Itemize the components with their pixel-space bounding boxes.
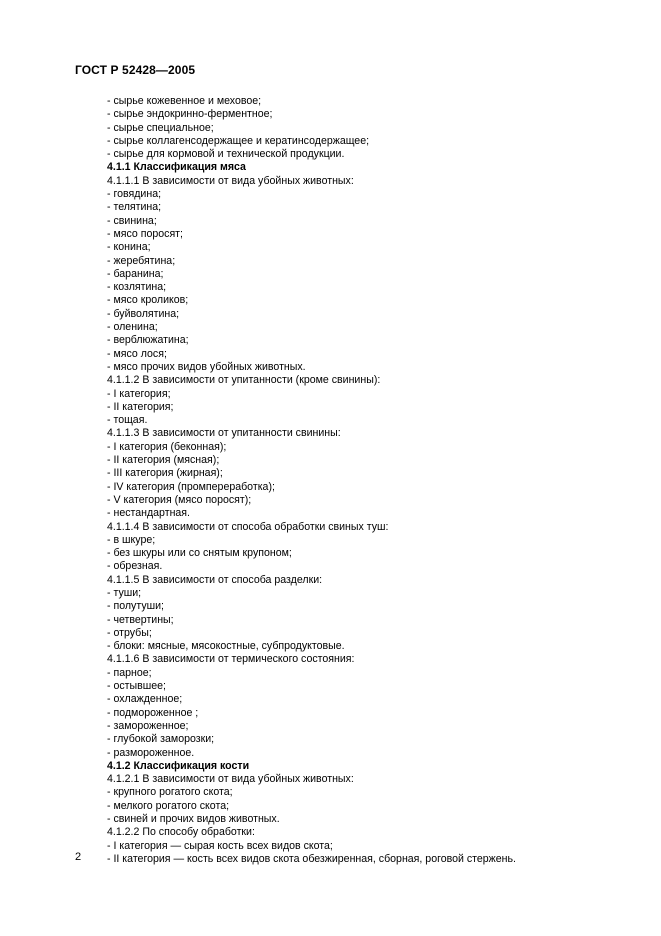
text-line: - в шкуре; bbox=[107, 533, 156, 546]
text-line: - охлажденное; bbox=[107, 693, 183, 706]
text-line: - блоки: мясные, мясокостные, субпродуктовые. bbox=[107, 640, 345, 653]
text-line: - туши; bbox=[107, 586, 142, 599]
text-line: - I категория; bbox=[107, 387, 171, 400]
text-line: 4.1.1.4 В зависимости от способа обработки свиных туш: bbox=[107, 520, 389, 533]
text-line: - обрезная. bbox=[107, 560, 163, 573]
text-line: - сырье эндокринно-ферментное; bbox=[107, 108, 273, 121]
text-line: - конина; bbox=[107, 241, 151, 254]
text-line: - II категория — кость всех видов скота обезжиренная, сборная, роговой стержень. bbox=[107, 852, 516, 865]
text-line: 4.1.2.2 По способу обработки: bbox=[107, 826, 255, 839]
text-line: - сырье для кормовой и технической продукции. bbox=[107, 148, 345, 161]
text-line: 4.1.1.6 В зависимости от термического состояния: bbox=[107, 653, 355, 666]
text-line: - свинина; bbox=[107, 214, 157, 227]
text-line: - без шкуры или со снятым крупоном; bbox=[107, 547, 292, 560]
text-line: 4.1.1.1 В зависимости от вида убойных животных: bbox=[107, 174, 354, 187]
text-line: - свиней и прочих видов животных. bbox=[107, 813, 280, 826]
text-line: - сырье коллагенсодержащее и кератинсодержащее; bbox=[107, 134, 370, 147]
text-line: - V категория (мясо поросят); bbox=[107, 493, 252, 506]
text-line: - тощая. bbox=[107, 414, 148, 427]
text-line: - мелкого рогатого скота; bbox=[107, 799, 230, 812]
text-line: - говядина; bbox=[107, 188, 162, 201]
text-line: - III категория (жирная); bbox=[107, 467, 223, 480]
text-line: - мясо лося; bbox=[107, 347, 167, 360]
text-line: - II категория (мясная); bbox=[107, 454, 220, 467]
text-line: - буйволятина; bbox=[107, 307, 180, 320]
text-line: - мясо прочих видов убойных животных. bbox=[107, 360, 306, 373]
section-heading: 4.1.1 Классификация мяса bbox=[107, 161, 246, 174]
text-line: - оленина; bbox=[107, 321, 158, 334]
page-number: 2 bbox=[75, 851, 82, 863]
text-line: - II категория; bbox=[107, 400, 174, 413]
text-line: - IV категория (промпереработка); bbox=[107, 480, 275, 493]
text-line: 4.1.2.1 В зависимости от вида убойных животных: bbox=[107, 773, 354, 786]
text-line: - жеребятина; bbox=[107, 254, 176, 267]
document-body bbox=[107, 95, 617, 866]
text-line: - нестандартная. bbox=[107, 507, 190, 520]
text-line: - верблюжатина; bbox=[107, 334, 189, 347]
text-line: - мясо кроликов; bbox=[107, 294, 189, 307]
text-line: - размороженное. bbox=[107, 746, 195, 759]
text-line: - телятина; bbox=[107, 201, 162, 214]
text-line: - крупного рогатого скота; bbox=[107, 786, 233, 799]
text-line: - козлятина; bbox=[107, 281, 167, 294]
text-line: - сырье специальное; bbox=[107, 121, 214, 134]
text-line: - полутуши; bbox=[107, 600, 164, 613]
document-standard-number: ГОСТ Р 52428—2005 bbox=[75, 63, 196, 77]
text-line: 4.1.1.2 В зависимости от упитанности (кроме свинины): bbox=[107, 374, 381, 387]
text-line: 4.1.1.5 В зависимости от способа разделки: bbox=[107, 573, 323, 586]
text-line: - остывшее; bbox=[107, 680, 166, 693]
text-line: - парное; bbox=[107, 666, 152, 679]
text-line: - четвертины; bbox=[107, 613, 174, 626]
text-line: - I категория (беконная); bbox=[107, 440, 227, 453]
text-line: - I категория — сырая кость всех видов скота; bbox=[107, 839, 333, 852]
text-line: - замороженное; bbox=[107, 719, 189, 732]
text-line: - глубокой заморозки; bbox=[107, 733, 215, 746]
section-heading: 4.1.2 Классификация кости bbox=[107, 759, 250, 772]
text-line: - сырье кожевенное и меховое; bbox=[107, 95, 262, 107]
text-line: 4.1.1.3 В зависимости от упитанности свинины: bbox=[107, 427, 341, 440]
text-line: - отрубы; bbox=[107, 626, 152, 639]
text-line: - подмороженное ; bbox=[107, 706, 199, 719]
text-line: - баранина; bbox=[107, 267, 164, 280]
text-line: - мясо поросят; bbox=[107, 227, 183, 240]
